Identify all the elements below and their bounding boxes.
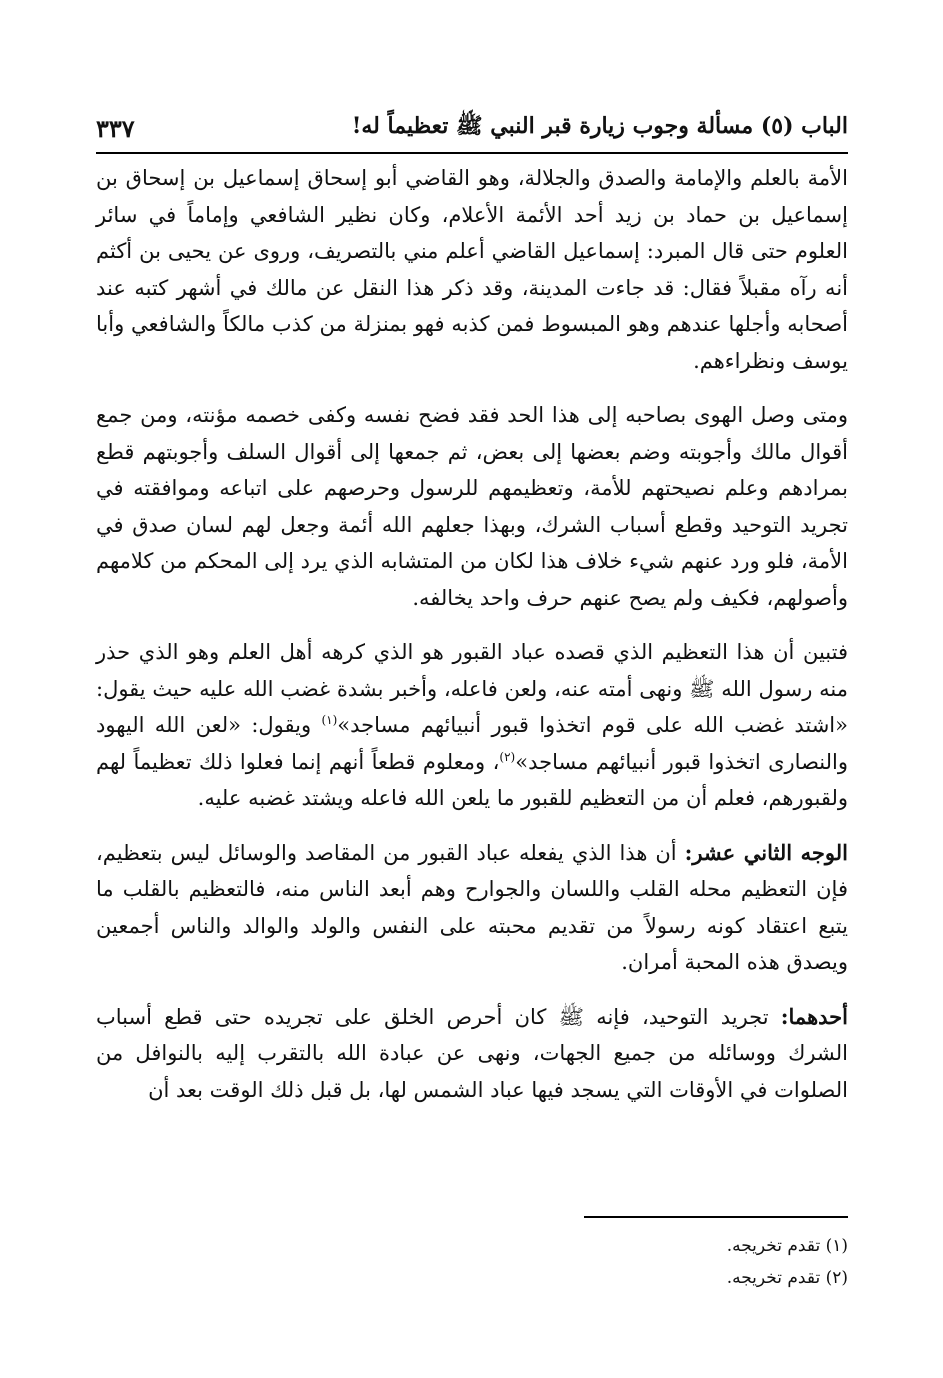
- footnote-1: (١) تقدم تخريجه.: [726, 1236, 848, 1256]
- paragraph-text: تجريد التوحيد، فإنه ﷺ كان أحرص الخلق على تجريده حتى قطع أسباب الشرك ووسائله من جميع الجهات، ونهى عن عبادة الله بالتقرب إليه بالنوافل من الصلوات في الأوقات التي يسجد فيها عباد الشمس لها، بل قبل ذلك الوقت بعد أن: [96, 1004, 848, 1102]
- footnotes: [600, 1230, 848, 1294]
- paragraph-1: [96, 160, 848, 379]
- section-lead: أحدهما:: [780, 1003, 848, 1029]
- section-lead: الوجه الثاني عشر:: [684, 839, 848, 865]
- page-number: ٣٣٧: [96, 113, 135, 143]
- footnote-ref-1[interactable]: (١): [321, 713, 338, 727]
- body-text: [96, 160, 848, 1126]
- paragraph-text: ويقول: «لعن الله اليهود والنصارى اتخذوا قبور أنبيائهم مساجد»: [96, 713, 848, 774]
- paragraph-4: [96, 835, 848, 981]
- paragraph-text: ، ومعلوم قطعاً أنهم إنما فعلوا ذلك تعظيماً لهم ولقبورهم، فعلم أن من التعظيم للقبور ما يلعن الله فاعله ويشتد غضبه عليه.: [96, 749, 848, 810]
- paragraph-text: أن هذا الذي يفعله عباد القبور من المقاصد والوسائل ليس بتعظيم، فإن التعظيم محله القلب واللسان والجوارح وهم أبعد الناس منه، فالتعظيم بالقلب ما يتبع اعتقاد كونه رسولاً من تقديم محبته على النفس والولد والوالد والناس أجمعين ويصدق هذه المحبة أمران.: [96, 840, 848, 974]
- header-divider: [96, 152, 848, 154]
- paragraph-2: [96, 397, 848, 616]
- paragraph-5: [96, 999, 848, 1109]
- paragraph-3: [96, 634, 848, 817]
- paragraph-text: ومتى وصل الهوى بصاحبه إلى هذا الحد فقد فضح نفسه وكفى خصمه مؤنته، ومن جمع أقوال مالك وأجوبته وضم بعضها إلى بعض، ثم جمعها إلى أقوال السلف وأجوبتهم قطع بمرادهم وعلم نصيحتهم للأمة، وتعظيمهم للرسول وحرصهم على اتباعه وموافقته في تجريد التوحيد وقطع أسباب الشرك، وبهذا جعلهم الله أئمة وجعل لهم لسان صدق في الأمة، فلو ورد عنهم شيء خلاف هذا لكان من المتشابه الذي يرد إلى المحكم من كلامهم وأصولهم، فكيف ولم يصح عنهم حرف واحد يخالفه.: [96, 403, 848, 610]
- footnote-ref-2[interactable]: (٢): [499, 749, 516, 764]
- paragraph-text: الأمة بالعلم والإمامة والصدق والجلالة، وهو القاضي أبو إسحاق إسماعيل بن إسحاق بن إسماعيل بن حماد بن زيد أحد الأئمة الأعلام، وكان نظير الشافعي وإماماً في سائر العلوم حتى قال المبرد: إسماعيل القاضي أعلم مني بالتصريف، وروى عن يحيى بن أكثم أنه رآه مقبلاً فقال: قد جاءت المدينة، وقد ذكر هذا النقل عن مالك في أشهر كتبه عند أصحابه وأجلها عندهم وهو المبسوط فمن كذبه فهو بمنزلة من كذب مالكاً والشافعي وأبا يوسف ونظراءهم.: [96, 166, 848, 373]
- footnote-2: (٢) تقدم تخريجه.: [726, 1268, 848, 1288]
- footnote-divider: [584, 1216, 848, 1218]
- chapter-title: الباب (٥) مسألة وجوب زيارة قبر النبي ﷺ تعظيماً له!: [351, 113, 848, 139]
- running-header: [96, 108, 848, 148]
- paragraph-text: فتبين أن هذا التعظيم الذي قصده عباد القبور هو الذي كرهه أهل العلم وهو الذي حذر منه رسول الله ﷺ ونهى أمته عنه، ولعن فاعله، وأخبر بشدة غضب الله عليه حيث يقول: «اشتد غضب الله على قوم اتخذوا قبور أنبيائهم مساجد»: [96, 640, 848, 737]
